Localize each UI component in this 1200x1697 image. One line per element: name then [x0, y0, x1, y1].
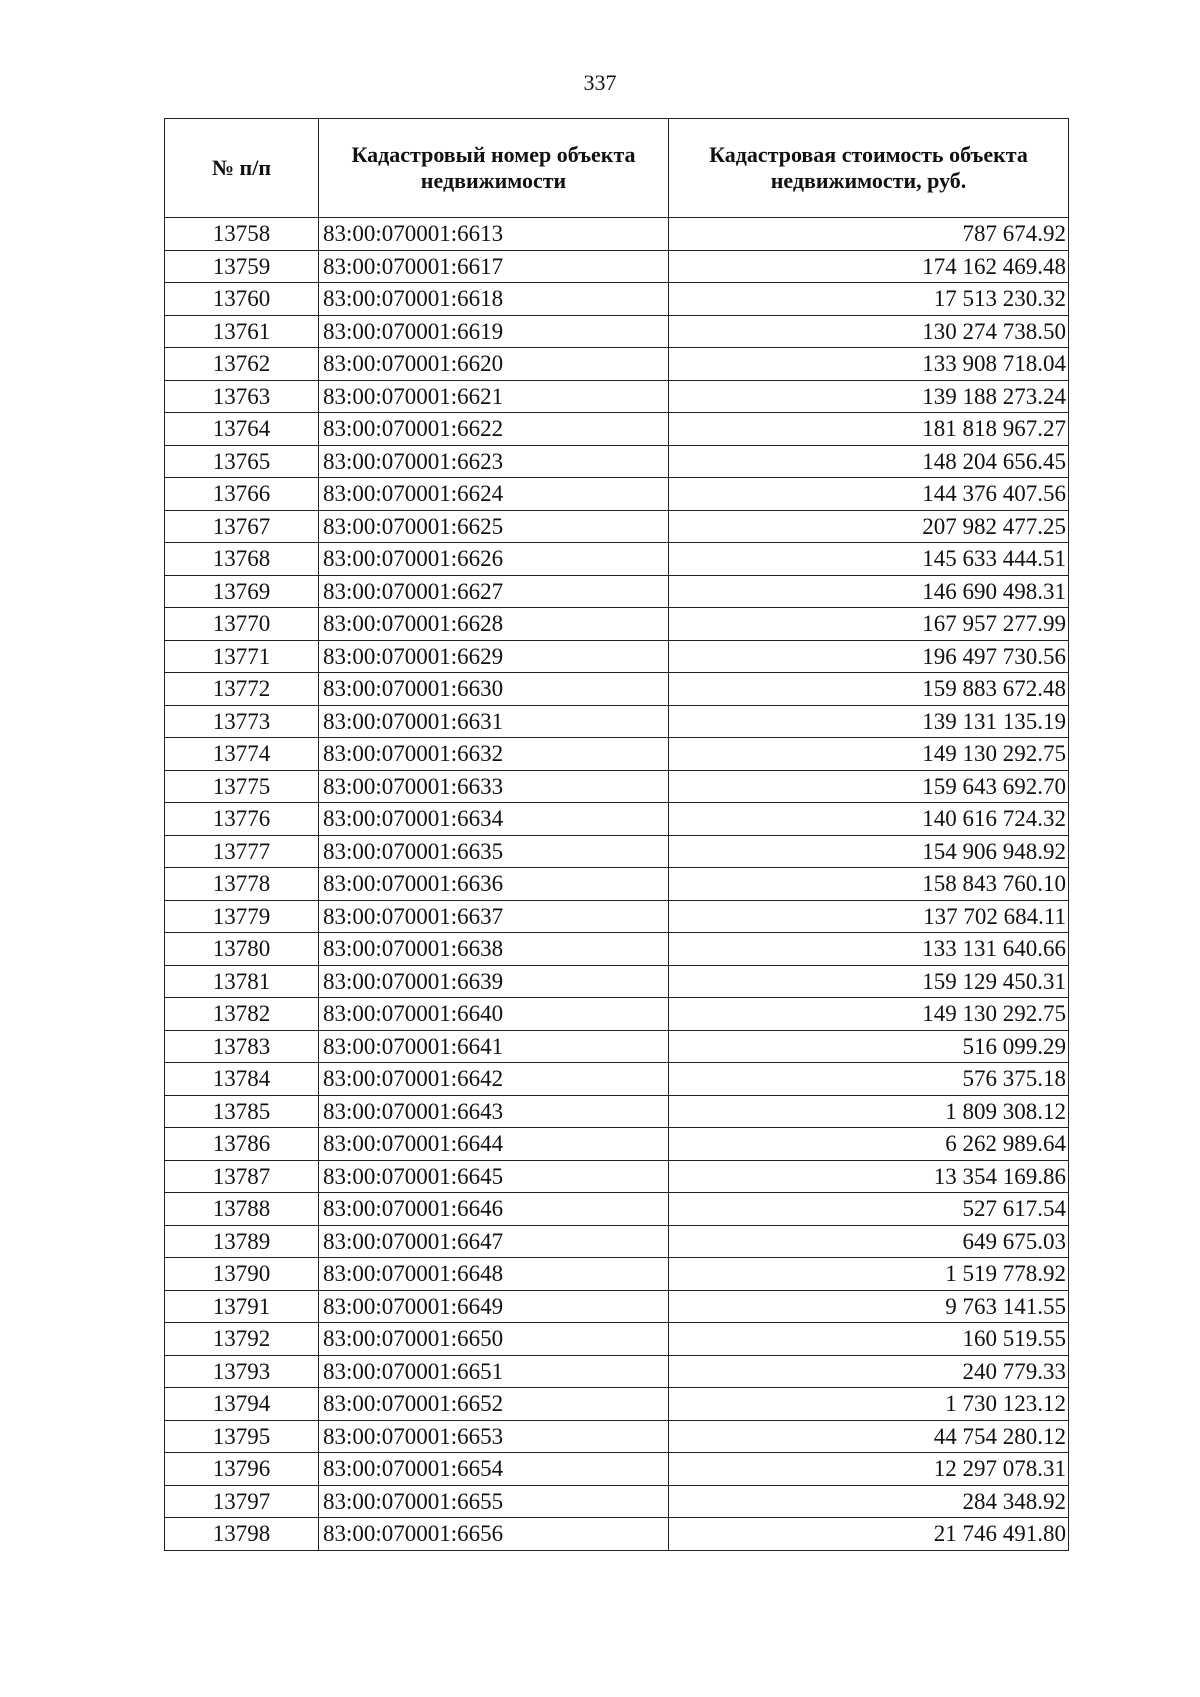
cadastral-value: 44 754 280.12 — [669, 1420, 1069, 1453]
row-number: 13777 — [165, 835, 319, 868]
cadastral-number: 83:00:070001:6638 — [319, 933, 669, 966]
table-row — [165, 380, 1069, 413]
table-row — [165, 575, 1069, 608]
table-row — [165, 1095, 1069, 1128]
table-row — [165, 1063, 1069, 1096]
cadastral-value: 21 746 491.80 — [669, 1518, 1069, 1551]
cadastral-number: 83:00:070001:6651 — [319, 1355, 669, 1388]
table-row — [165, 803, 1069, 836]
cadastral-number: 83:00:070001:6620 — [319, 348, 669, 381]
cadastral-number: 83:00:070001:6639 — [319, 965, 669, 998]
cadastral-value: 149 130 292.75 — [669, 738, 1069, 771]
cadastral-number: 83:00:070001:6636 — [319, 868, 669, 901]
cadastral-number: 83:00:070001:6619 — [319, 315, 669, 348]
cadastral-number: 83:00:070001:6643 — [319, 1095, 669, 1128]
cadastral-value: 787 674.92 — [669, 218, 1069, 251]
row-number: 13764 — [165, 413, 319, 446]
row-number: 13766 — [165, 478, 319, 511]
row-number: 13771 — [165, 640, 319, 673]
row-number: 13788 — [165, 1193, 319, 1226]
cadastral-number: 83:00:070001:6628 — [319, 608, 669, 641]
cadastral-value: 140 616 724.32 — [669, 803, 1069, 836]
row-number: 13795 — [165, 1420, 319, 1453]
table-row — [165, 640, 1069, 673]
table-row — [165, 1258, 1069, 1291]
cadastral-number: 83:00:070001:6626 — [319, 543, 669, 576]
row-number: 13770 — [165, 608, 319, 641]
cadastral-value: 146 690 498.31 — [669, 575, 1069, 608]
table-row — [165, 1193, 1069, 1226]
cadastral-value: 148 204 656.45 — [669, 445, 1069, 478]
table-row — [165, 835, 1069, 868]
table-body — [165, 218, 1069, 1551]
cadastral-value: 159 643 692.70 — [669, 770, 1069, 803]
cadastral-number: 83:00:070001:6649 — [319, 1290, 669, 1323]
cadastral-value: 133 908 718.04 — [669, 348, 1069, 381]
row-number: 13761 — [165, 315, 319, 348]
cadastral-value: 154 906 948.92 — [669, 835, 1069, 868]
cadastral-value: 284 348.92 — [669, 1485, 1069, 1518]
cadastral-value: 207 982 477.25 — [669, 510, 1069, 543]
row-number: 13775 — [165, 770, 319, 803]
cadastral-number: 83:00:070001:6618 — [319, 283, 669, 316]
row-number: 13787 — [165, 1160, 319, 1193]
cadastral-value: 149 130 292.75 — [669, 998, 1069, 1031]
table-row — [165, 315, 1069, 348]
cadastral-number: 83:00:070001:6648 — [319, 1258, 669, 1291]
header-cadastral-number: Кадастровый номер объекта недвижимости — [319, 119, 669, 218]
cadastral-number: 83:00:070001:6613 — [319, 218, 669, 251]
cadastral-number: 83:00:070001:6633 — [319, 770, 669, 803]
row-number: 13763 — [165, 380, 319, 413]
row-number: 13782 — [165, 998, 319, 1031]
cadastral-number: 83:00:070001:6631 — [319, 705, 669, 738]
row-number: 13768 — [165, 543, 319, 576]
cadastral-number: 83:00:070001:6654 — [319, 1453, 669, 1486]
row-number: 13781 — [165, 965, 319, 998]
row-number: 13792 — [165, 1323, 319, 1356]
table-row — [165, 1128, 1069, 1161]
row-number: 13798 — [165, 1518, 319, 1551]
table-row — [165, 1225, 1069, 1258]
table-row — [165, 1485, 1069, 1518]
cadastral-number: 83:00:070001:6630 — [319, 673, 669, 706]
cadastral-value: 139 131 135.19 — [669, 705, 1069, 738]
cadastral-value: 145 633 444.51 — [669, 543, 1069, 576]
cadastral-value: 137 702 684.11 — [669, 900, 1069, 933]
cadastral-value: 240 779.33 — [669, 1355, 1069, 1388]
table-row — [165, 705, 1069, 738]
row-number: 13796 — [165, 1453, 319, 1486]
row-number: 13785 — [165, 1095, 319, 1128]
cadastral-number: 83:00:070001:6621 — [319, 380, 669, 413]
row-number: 13793 — [165, 1355, 319, 1388]
table-row — [165, 965, 1069, 998]
cadastral-value: 133 131 640.66 — [669, 933, 1069, 966]
cadastral-number: 83:00:070001:6632 — [319, 738, 669, 771]
table-row — [165, 218, 1069, 251]
table-row — [165, 250, 1069, 283]
cadastral-number: 83:00:070001:6646 — [319, 1193, 669, 1226]
cadastral-value: 181 818 967.27 — [669, 413, 1069, 446]
table-row — [165, 1518, 1069, 1551]
row-number: 13769 — [165, 575, 319, 608]
table-row — [165, 933, 1069, 966]
cadastral-value: 649 675.03 — [669, 1225, 1069, 1258]
cadastral-number: 83:00:070001:6624 — [319, 478, 669, 511]
header-row — [165, 119, 1069, 218]
cadastral-number: 83:00:070001:6644 — [319, 1128, 669, 1161]
cadastral-value: 139 188 273.24 — [669, 380, 1069, 413]
row-number: 13789 — [165, 1225, 319, 1258]
cadastral-value: 516 099.29 — [669, 1030, 1069, 1063]
cadastral-value: 9 763 141.55 — [669, 1290, 1069, 1323]
row-number: 13780 — [165, 933, 319, 966]
cadastral-value: 1 809 308.12 — [669, 1095, 1069, 1128]
cadastral-number: 83:00:070001:6637 — [319, 900, 669, 933]
table-row — [165, 608, 1069, 641]
row-number: 13783 — [165, 1030, 319, 1063]
cadastral-number: 83:00:070001:6642 — [319, 1063, 669, 1096]
cadastral-value: 159 129 450.31 — [669, 965, 1069, 998]
row-number: 13778 — [165, 868, 319, 901]
row-number: 13794 — [165, 1388, 319, 1421]
row-number: 13774 — [165, 738, 319, 771]
row-number: 13762 — [165, 348, 319, 381]
cadastral-number: 83:00:070001:6622 — [319, 413, 669, 446]
table-row — [165, 868, 1069, 901]
cadastral-number: 83:00:070001:6653 — [319, 1420, 669, 1453]
table-row — [165, 445, 1069, 478]
row-number: 13797 — [165, 1485, 319, 1518]
table-row — [165, 673, 1069, 706]
table-row — [165, 413, 1069, 446]
cadastral-value: 144 376 407.56 — [669, 478, 1069, 511]
cadastral-number: 83:00:070001:6652 — [319, 1388, 669, 1421]
table-row — [165, 1323, 1069, 1356]
table-row — [165, 1388, 1069, 1421]
row-number: 13773 — [165, 705, 319, 738]
table-row — [165, 1420, 1069, 1453]
cadastral-value: 527 617.54 — [669, 1193, 1069, 1226]
row-number: 13776 — [165, 803, 319, 836]
cadastral-value: 196 497 730.56 — [669, 640, 1069, 673]
cadastral-value: 13 354 169.86 — [669, 1160, 1069, 1193]
row-number: 13759 — [165, 250, 319, 283]
cadastral-number: 83:00:070001:6635 — [319, 835, 669, 868]
table-row — [165, 1030, 1069, 1063]
cadastral-value: 159 883 672.48 — [669, 673, 1069, 706]
cadastral-number: 83:00:070001:6623 — [319, 445, 669, 478]
table-row — [165, 510, 1069, 543]
table-row — [165, 1290, 1069, 1323]
row-number: 13767 — [165, 510, 319, 543]
cadastral-value: 174 162 469.48 — [669, 250, 1069, 283]
cadastral-number: 83:00:070001:6627 — [319, 575, 669, 608]
cadastral-value: 160 519.55 — [669, 1323, 1069, 1356]
table-header — [165, 119, 1069, 218]
table-row — [165, 1355, 1069, 1388]
header-cadastral-value: Кадастровая стоимость объекта недвижимости, руб. — [669, 119, 1069, 218]
cadastral-value: 17 513 230.32 — [669, 283, 1069, 316]
table-row — [165, 900, 1069, 933]
cadastral-number: 83:00:070001:6641 — [319, 1030, 669, 1063]
row-number: 13779 — [165, 900, 319, 933]
cadastral-value: 1 519 778.92 — [669, 1258, 1069, 1291]
header-number: № п/п — [165, 119, 319, 218]
table-row — [165, 543, 1069, 576]
cadastral-value: 6 262 989.64 — [669, 1128, 1069, 1161]
row-number: 13790 — [165, 1258, 319, 1291]
cadastral-value: 576 375.18 — [669, 1063, 1069, 1096]
table-row — [165, 770, 1069, 803]
row-number: 13791 — [165, 1290, 319, 1323]
cadastral-number: 83:00:070001:6640 — [319, 998, 669, 1031]
row-number: 13760 — [165, 283, 319, 316]
cadastral-value: 1 730 123.12 — [669, 1388, 1069, 1421]
table-row — [165, 738, 1069, 771]
cadastral-value-table — [164, 118, 1069, 1551]
table-row — [165, 283, 1069, 316]
row-number: 13765 — [165, 445, 319, 478]
cadastral-number: 83:00:070001:6656 — [319, 1518, 669, 1551]
cadastral-number: 83:00:070001:6650 — [319, 1323, 669, 1356]
cadastral-number: 83:00:070001:6625 — [319, 510, 669, 543]
cadastral-number: 83:00:070001:6617 — [319, 250, 669, 283]
table-row — [165, 998, 1069, 1031]
cadastral-value: 130 274 738.50 — [669, 315, 1069, 348]
cadastral-number: 83:00:070001:6645 — [319, 1160, 669, 1193]
cadastral-value: 167 957 277.99 — [669, 608, 1069, 641]
cadastral-number: 83:00:070001:6634 — [319, 803, 669, 836]
row-number: 13758 — [165, 218, 319, 251]
cadastral-value: 158 843 760.10 — [669, 868, 1069, 901]
row-number: 13786 — [165, 1128, 319, 1161]
table-row — [165, 348, 1069, 381]
table-row — [165, 478, 1069, 511]
table-row — [165, 1453, 1069, 1486]
cadastral-value: 12 297 078.31 — [669, 1453, 1069, 1486]
row-number: 13772 — [165, 673, 319, 706]
cadastral-number: 83:00:070001:6655 — [319, 1485, 669, 1518]
cadastral-number: 83:00:070001:6647 — [319, 1225, 669, 1258]
table-row — [165, 1160, 1069, 1193]
row-number: 13784 — [165, 1063, 319, 1096]
page-number: 337 — [583, 70, 617, 95]
cadastral-number: 83:00:070001:6629 — [319, 640, 669, 673]
